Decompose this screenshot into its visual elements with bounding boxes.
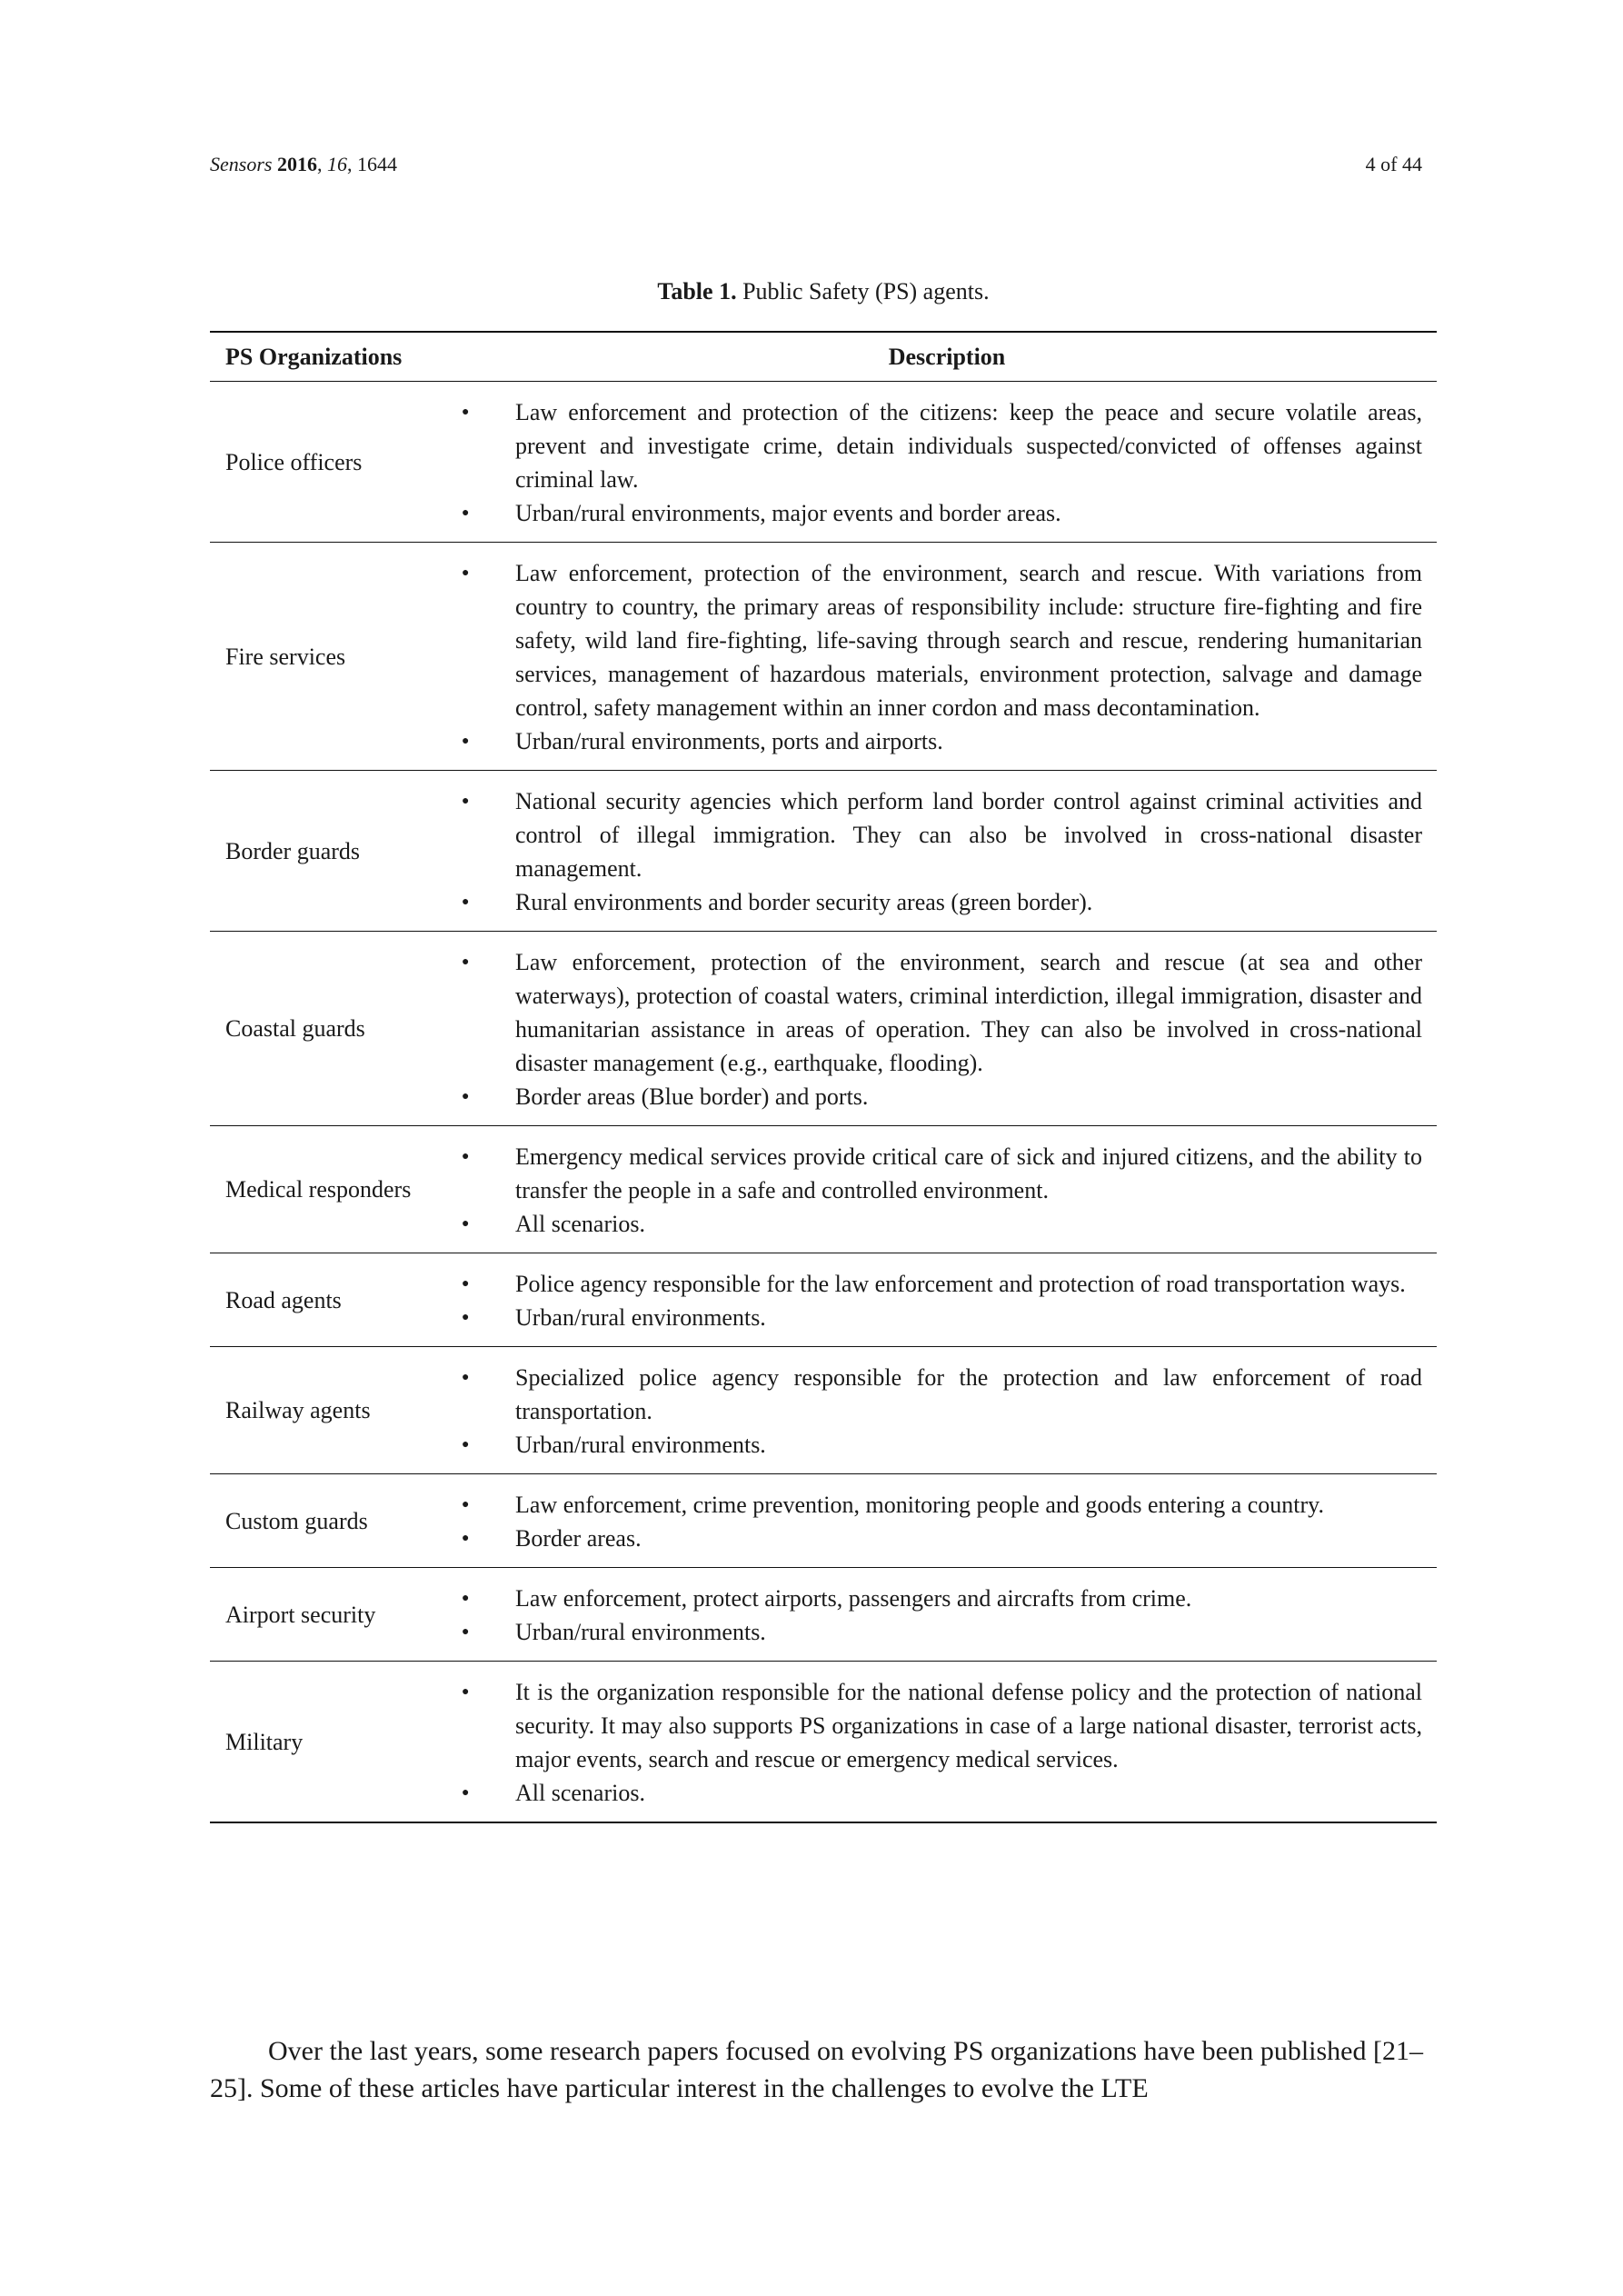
organization-name: Medical responders: [225, 1176, 412, 1203]
table-caption: [210, 278, 1437, 305]
table-row: [210, 1253, 1437, 1347]
organization-name: Custom guards: [225, 1507, 368, 1534]
description-list: [457, 1488, 1422, 1555]
description-cell: [457, 543, 1437, 771]
table-row: [210, 1568, 1437, 1662]
table-caption-text: Public Safety (PS) agents.: [742, 278, 990, 304]
description-list: [457, 784, 1422, 919]
bullet-item: ● Emergency medical services provide critical care of sick and injured citizens, and the ability to transfer the people in a safe and controlled environment.: [457, 1140, 1422, 1207]
organization-name: Airport security: [225, 1601, 376, 1628]
description-cell: [457, 1126, 1437, 1253]
table-header-row: [210, 332, 1437, 382]
table-row: [210, 1126, 1437, 1253]
description-list: [457, 1267, 1422, 1334]
bullet-item: ● All scenarios.: [457, 1207, 1422, 1241]
description-cell: [457, 771, 1437, 932]
organization-name: Road agents: [225, 1286, 342, 1313]
description-list: [457, 556, 1422, 758]
bullet-item: ● Police agency responsible for the law enforcement and protection of road transportation ways.: [457, 1267, 1422, 1301]
organization-name: Border guards: [225, 837, 361, 864]
bullet-item: ● National security agencies which perform land border control against criminal activities and control of illegal immigration. They can also be involved in cross-national disaster management.: [457, 784, 1422, 885]
bullet-item: ● Border areas.: [457, 1522, 1422, 1555]
bullet-item: ● Urban/rural environments, major events and border areas.: [457, 496, 1422, 530]
description-cell: [457, 382, 1437, 543]
bullet-item: ● Law enforcement, protection of the environment, search and rescue (at sea and other waterways), protection of coastal waters, criminal interdiction, illegal immigration, disaster and humanitarian assistance in areas of operation. They can also be involved in cross-national disaster management (e.g., earthquake, flooding).: [457, 945, 1422, 1080]
table-row: [210, 1662, 1437, 1823]
header-description: Description: [888, 344, 1006, 370]
body-paragraph: Over the last years, some research papers focused on evolving PS organizations have been published [21–25]. Some of these articles have particular interest in the challenges to evolve the LTE: [210, 2036, 1423, 2103]
table-row: [210, 1347, 1437, 1474]
table-body: [210, 382, 1437, 1823]
bullet-item: ● Urban/rural environments.: [457, 1428, 1422, 1462]
description-list: [457, 1582, 1422, 1649]
article-number: 1644: [356, 153, 397, 175]
description-cell: [457, 1347, 1437, 1474]
bullet-item: ● Specialized police agency responsible for the protection and law enforcement of road transportation.: [457, 1361, 1422, 1428]
table-row: [210, 543, 1437, 771]
table-row: [210, 771, 1437, 932]
organization-name: Police officers: [225, 448, 363, 475]
bullet-item: ● Urban/rural environments.: [457, 1615, 1422, 1649]
table-row: [210, 932, 1437, 1126]
bullet-item: ● Law enforcement, protection of the environment, search and rescue. With variations from country to country, the primary areas of responsibility include: structure fire-fighting and fire safety, wild land fire-fighting, life-saving through search and rescue, rendering humanitarian services, management of hazardous materials, environment protection, salvage and damage control, safety management within an inner cordon and mass decontamination.: [457, 556, 1422, 724]
bullet-item: ● It is the organization responsible for the national defense policy and the protection of national security. It may also supports PS organizations in case of a large national disaster, terrorist acts, major events, search and rescue or emergency medical services.: [457, 1675, 1422, 1776]
page-number: 4 of 44: [1365, 153, 1422, 175]
table-label: Table 1.: [657, 278, 737, 304]
table-row: [210, 382, 1437, 543]
table-row: [210, 1474, 1437, 1568]
bullet-item: ● Law enforcement and protection of the citizens: keep the peace and secure volatile areas, prevent and investigate crime, detain individuals suspected/convicted of offenses against criminal law.: [457, 395, 1422, 496]
ps-agents-table: [210, 331, 1437, 1823]
organization-name: Fire services: [225, 643, 346, 670]
description-list: [457, 1675, 1422, 1810]
description-cell: [457, 1253, 1437, 1347]
organization-name: Railway agents: [225, 1397, 371, 1423]
organization-name: Coastal guards: [225, 1015, 365, 1042]
description-list: [457, 945, 1422, 1113]
bullet-item: ● Law enforcement, protect airports, passengers and aircrafts from crime.: [457, 1582, 1422, 1615]
year: 2016: [276, 153, 317, 175]
volume: 16: [326, 153, 347, 175]
organization-name: Military: [225, 1728, 304, 1755]
bullet-item: ● Rural environments and border security areas (green border).: [457, 885, 1422, 919]
journal-name: Sensors: [210, 153, 273, 175]
description-cell: [457, 1662, 1437, 1823]
header-ps-organizations: PS Organizations: [225, 344, 403, 370]
description-list: [457, 1140, 1422, 1241]
citation: Sensors 2016, 16, 1644: [210, 153, 397, 175]
description-cell: [457, 1474, 1437, 1568]
description-cell: [457, 932, 1437, 1126]
bullet-item: ● Urban/rural environments, ports and airports.: [457, 724, 1422, 758]
bullet-item: ● Law enforcement, crime prevention, monitoring people and goods entering a country.: [457, 1488, 1422, 1522]
description-list: [457, 395, 1422, 530]
bullet-item: ● Urban/rural environments.: [457, 1301, 1422, 1334]
running-header: [210, 153, 1422, 176]
bullet-item: ● All scenarios.: [457, 1776, 1422, 1810]
description-cell: [457, 1568, 1437, 1662]
description-list: [457, 1361, 1422, 1462]
bullet-item: ● Border areas (Blue border) and ports.: [457, 1080, 1422, 1113]
